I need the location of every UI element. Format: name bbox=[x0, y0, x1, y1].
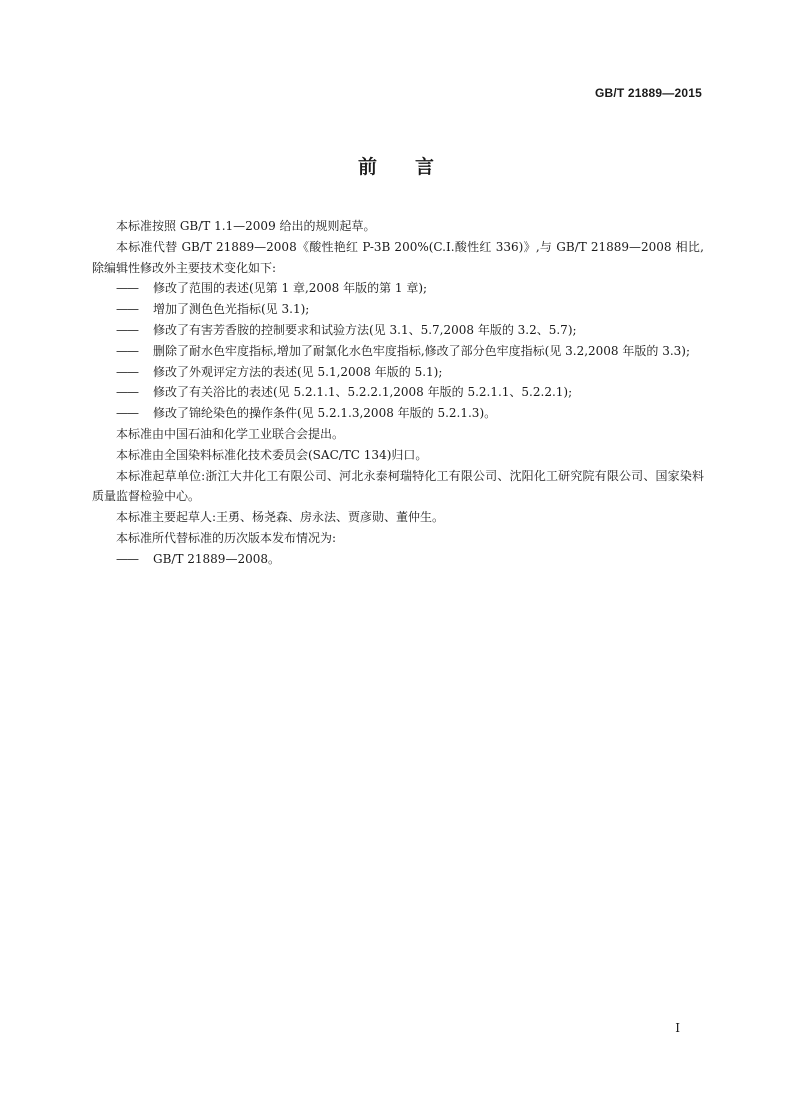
paragraph-proposer: 本标准由中国石油和化学工业联合会提出。 bbox=[116, 426, 345, 441]
page-number: I bbox=[675, 1021, 680, 1035]
change-item-text: 修改了外观评定方法的表述(见 5.1,2008 年版的 5.1); bbox=[153, 364, 443, 379]
change-item-text: 增加了测色色光指标(见 3.1); bbox=[153, 302, 310, 317]
list-item bbox=[92, 549, 704, 570]
paragraph-replacement: 本标准代替 GB/T 21889—2008《酸性艳红 P-3B 200%(C.I.酸性红 336)》,与 GB/T 21889—2008 相比,除编辑性修改外主要技术变化如下: bbox=[92, 239, 704, 275]
dash-marker: —— bbox=[116, 385, 138, 400]
list-item bbox=[92, 403, 704, 424]
dash-marker: —— bbox=[116, 322, 138, 337]
change-item-text: 修改了范围的表述(见第 1 章,2008 年版的第 1 章); bbox=[153, 281, 428, 296]
paragraph-committee: 本标准由全国染料标准化技术委员会(SAC/TC 134)归口。 bbox=[116, 447, 428, 462]
history-item-text: GB/T 21889—2008。 bbox=[153, 551, 280, 566]
page-title: 前言 bbox=[357, 156, 472, 178]
paragraph-history-intro: 本标准所代替标准的历次版本发布情况为: bbox=[116, 530, 337, 545]
list-item bbox=[92, 341, 704, 362]
change-item-text: 修改了有关浴比的表述(见 5.2.1.1、5.2.2.1,2008 年版的 5.2.1.1、5.2.2.1); bbox=[153, 385, 573, 400]
list-item bbox=[92, 278, 704, 299]
paragraph-drafters: 本标准主要起草人:王勇、杨尧森、房永法、贾彦勋、董仲生。 bbox=[116, 510, 445, 525]
dash-marker: —— bbox=[116, 343, 138, 358]
standard-code: GB/T 21889—2015 bbox=[594, 86, 702, 100]
change-item-text: 修改了锦纶染色的操作条件(见 5.2.1.3,2008 年版的 5.2.1.3)。 bbox=[153, 406, 497, 421]
dash-marker: —— bbox=[116, 551, 138, 566]
paragraph-drafting-units: 本标准起草单位:浙江大井化工有限公司、河北永泰柯瑞特化工有限公司、沈阳化工研究院有限公司、国家染料质量监督检验中心。 bbox=[92, 468, 704, 504]
dash-marker: —— bbox=[116, 281, 138, 296]
list-item bbox=[92, 362, 704, 383]
dash-marker: —— bbox=[116, 302, 138, 317]
dash-marker: —— bbox=[116, 406, 138, 421]
list-item bbox=[92, 320, 704, 341]
paragraph-drafting-rule: 本标准按照 GB/T 1.1—2009 给出的规则起草。 bbox=[116, 219, 376, 233]
change-item-text: 修改了有害芳香胺的控制要求和试验方法(见 3.1、5.7,2008 年版的 3.2、5.7); bbox=[153, 322, 577, 337]
list-item bbox=[92, 382, 704, 403]
dash-marker: —— bbox=[116, 364, 138, 379]
document-body bbox=[92, 216, 704, 570]
change-item-text: 删除了耐水色牢度指标,增加了耐氯化水色牢度指标,修改了部分色牢度指标(见 3.2,2008 年版的 3.3); bbox=[153, 343, 691, 358]
list-item bbox=[92, 299, 704, 320]
